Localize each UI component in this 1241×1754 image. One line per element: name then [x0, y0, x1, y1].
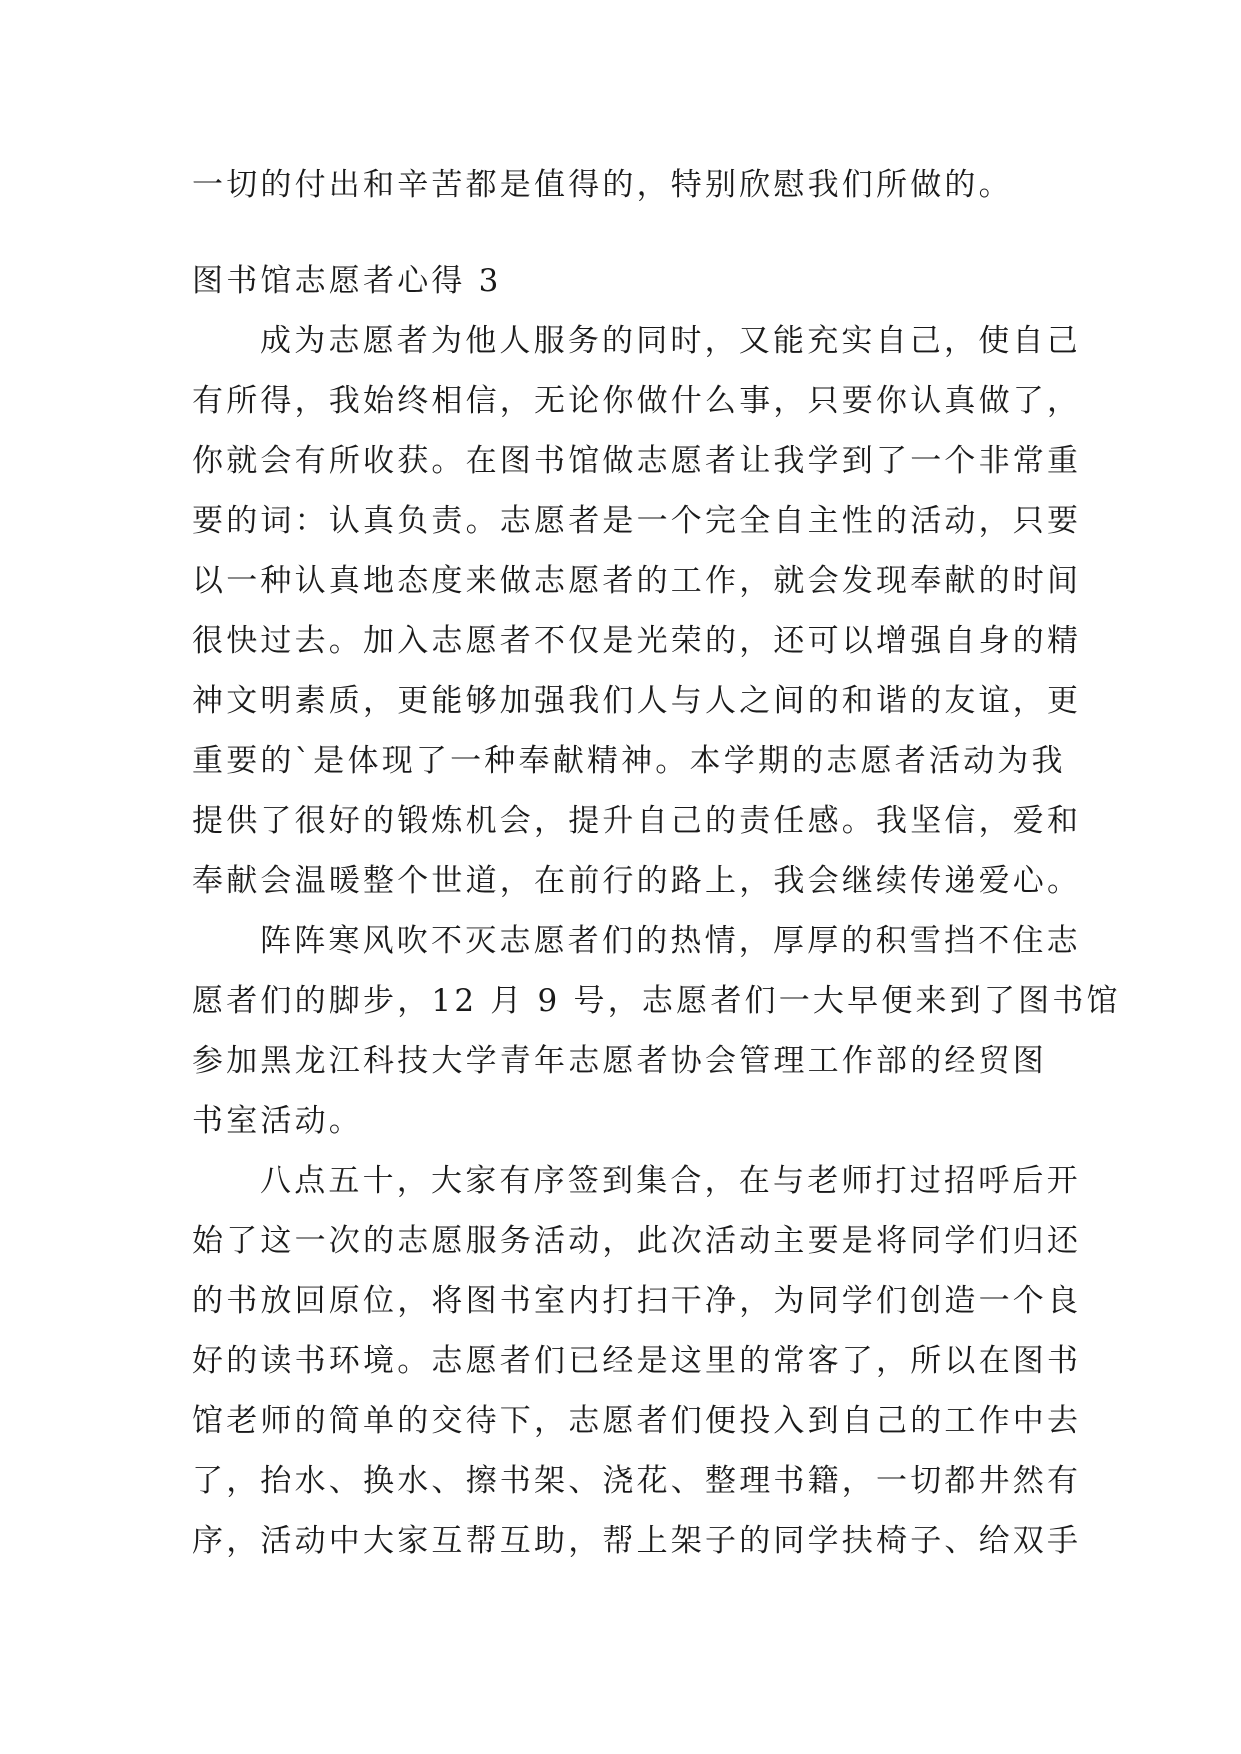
- text-line: 了，抬水、换水、擦书架、浇花、整理书籍，一切都井然有: [192, 1463, 1082, 1499]
- text-line: 有所得，我始终相信，无论你做什么事，只要你认真做了，: [192, 383, 1082, 419]
- text-line: 参加黑龙江科技大学青年志愿者协会管理工作部的经贸图: [192, 1043, 1047, 1079]
- text-line: 的书放回原位，将图书室内打扫干净，为同学们创造一个良: [192, 1283, 1082, 1319]
- text-line: 好的读书环境。志愿者们已经是这里的常客了，所以在图书: [192, 1343, 1082, 1379]
- text-line: 重要的`是体现了一种奉献精神。本学期的志愿者活动为我: [192, 743, 1066, 779]
- text-line: 馆老师的简单的交待下，志愿者们便投入到自己的工作中去: [192, 1403, 1082, 1439]
- document-body: [192, 155, 1121, 1571]
- text-line: 愿者们的脚步，12 月 9 号，志愿者们一大早便来到了图书馆: [192, 983, 1121, 1019]
- text-line: 成为志愿者为他人服务的同时，又能充实自己，使自己: [260, 323, 1081, 359]
- text-line: 很快过去。加入志愿者不仅是光荣的，还可以增强自身的精: [192, 623, 1082, 659]
- text-line: 书室活动。: [192, 1103, 363, 1139]
- text-line: 序，活动中大家互帮互助，帮上架子的同学扶椅子、给双手: [192, 1523, 1082, 1559]
- text-line: 一切的付出和辛苦都是值得的，特别欣慰我们所做的。: [192, 167, 1013, 203]
- text-line: 要的词：认真负责。志愿者是一个完全自主性的活动，只要: [192, 503, 1082, 539]
- section-heading: 图书馆志愿者心得 3: [192, 263, 502, 299]
- text-line: 阵阵寒风吹不灭志愿者们的热情，厚厚的积雪挡不住志: [260, 923, 1081, 959]
- text-line: 始了这一次的志愿服务活动，此次活动主要是将同学们归还: [192, 1223, 1082, 1259]
- text-line: 八点五十，大家有序签到集合，在与老师打过招呼后开: [260, 1163, 1081, 1199]
- text-line: 你就会有所收获。在图书馆做志愿者让我学到了一个非常重: [192, 443, 1082, 479]
- text-line: 奉献会温暖整个世道，在前行的路上，我会继续传递爱心。: [192, 863, 1082, 899]
- text-line: 以一种认真地态度来做志愿者的工作，就会发现奉献的时间: [192, 563, 1082, 599]
- text-line: 提供了很好的锻炼机会，提升自己的责任感。我坚信，爱和: [192, 803, 1082, 839]
- text-line: 神文明素质，更能够加强我们人与人之间的和谐的友谊，更: [192, 683, 1082, 719]
